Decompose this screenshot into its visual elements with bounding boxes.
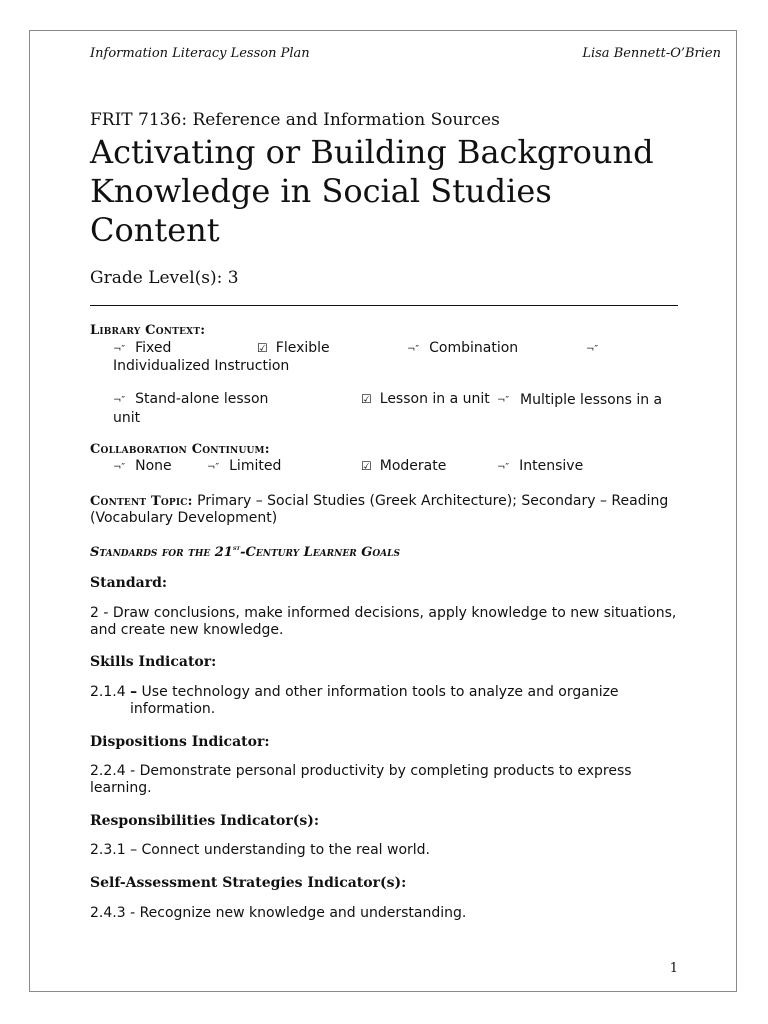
skills-text: 2.1.4 – Use technology and other information tools to analyze and organize information.	[90, 684, 619, 717]
checked-box-icon: ☑	[257, 341, 268, 355]
option-moderate[interactable]: ☑ Moderate	[361, 458, 447, 474]
standards-heading: Standards for the 21st-Century Learner Goals	[90, 543, 400, 560]
content-topic-text: Primary – Social Studies (Greek Architecture); Secondary – Reading (Vocabulary Development)	[90, 493, 669, 526]
checkbox-icon: ¬″	[497, 462, 510, 473]
content-topic	[90, 493, 690, 527]
checkbox-icon: ¬″	[113, 395, 126, 406]
header-left: Information Literacy Lesson Plan	[90, 46, 310, 61]
checkbox-icon: ¬″	[207, 462, 220, 473]
page-title: Activating or Building Background Knowledge in Social Studies Content	[90, 133, 654, 249]
library-context-heading: Library Context:	[90, 323, 206, 338]
option-individualized-checkbox[interactable]	[586, 340, 608, 356]
checkbox-icon: ¬″	[407, 344, 420, 355]
divider	[90, 305, 678, 306]
standard-text: 2 - Draw conclusions, make informed decisions, apply knowledge to new situations, and create new knowledge.	[90, 605, 677, 638]
checked-box-icon: ☑	[361, 459, 372, 473]
option-individualized-label: Individualized Instruction	[113, 358, 290, 374]
responsibilities-label: Responsibilities Indicator(s):	[90, 813, 320, 829]
dispositions-label: Dispositions Indicator:	[90, 734, 270, 750]
option-multiple-lessons-label: Multiple lessons in a unit	[113, 392, 663, 426]
self-assessment-label: Self-Assessment Strategies Indicator(s):	[90, 875, 407, 891]
checkbox-icon: ¬″	[497, 395, 510, 406]
page-number: 1	[669, 961, 678, 976]
checkbox-icon: ¬″	[586, 344, 599, 355]
grade-level: Grade Level(s): 3	[90, 268, 239, 288]
checked-box-icon: ☑	[361, 392, 372, 406]
option-fixed[interactable]: ¬″ Fixed	[113, 340, 172, 356]
standard-label: Standard:	[90, 575, 168, 591]
option-stand-alone[interactable]: ¬″ Stand-alone lesson	[113, 391, 269, 407]
option-flexible[interactable]: ☑ Flexible	[257, 340, 330, 356]
self-assessment-text: 2.4.3 - Recognize new knowledge and understanding.	[90, 905, 467, 921]
course-title: FRIT 7136: Reference and Information Sources	[90, 110, 500, 130]
content-topic-label: Content Topic:	[90, 494, 193, 509]
option-limited[interactable]: ¬″ Limited	[207, 458, 282, 474]
option-lesson-in-unit[interactable]: ☑ Lesson in a unit	[361, 391, 490, 407]
header-right: Lisa Bennett-O’Brien	[582, 46, 721, 61]
option-intensive[interactable]: ¬″ Intensive	[497, 458, 584, 474]
checkbox-icon: ¬″	[113, 344, 126, 355]
checkbox-icon: ¬″	[113, 462, 126, 473]
skills-label: Skills Indicator:	[90, 654, 217, 670]
dispositions-text: 2.2.4 - Demonstrate personal productivity by completing products to express learning.	[90, 763, 632, 796]
collaboration-heading: Collaboration Continuum:	[90, 442, 270, 457]
option-combination[interactable]: ¬″ Combination	[407, 340, 519, 356]
option-none[interactable]: ¬″ None	[113, 458, 172, 474]
responsibilities-text: 2.3.1 – Connect understanding to the real world.	[90, 842, 430, 858]
